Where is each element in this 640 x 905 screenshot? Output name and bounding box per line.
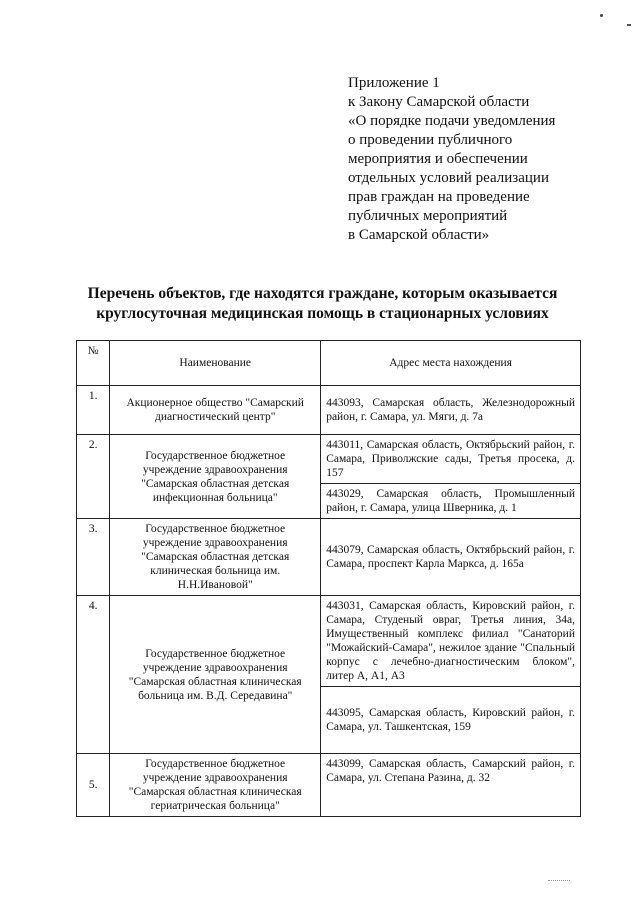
table-row	[77, 435, 581, 484]
row-address: 443031, Самарская область, Кировский район, г. Самара, Студеный овраг, Третья линия, 34а, Имущественный комплекс филиал "Санаторий "Можайский-Самара", нежилое здание "Спальный корпус с лечебно-диагностическим блоком", литер А, А1, А3	[321, 596, 581, 687]
appendix-line: прав граждан на проведение	[348, 189, 530, 205]
scan-speck	[627, 24, 631, 26]
row-number: 4.	[77, 596, 110, 754]
appendix-line: о проведении публичного	[348, 132, 513, 148]
appendix-line: мероприятия и обеспечении	[348, 151, 528, 167]
row-name: Акционерное общество "Самарский диагностический центр"	[110, 386, 321, 435]
scan-speck	[600, 14, 603, 17]
row-name: Государственное бюджетное учреждение здравоохранения "Самарская областная детская инфекционная больница"	[110, 435, 321, 519]
appendix-header	[348, 74, 608, 245]
objects-table	[76, 340, 581, 817]
table-row	[77, 386, 581, 435]
row-number: 3.	[77, 519, 110, 596]
header-address: Адрес места нахождения	[321, 341, 581, 386]
table-row	[77, 519, 581, 596]
title-line-1: Перечень объектов, где находятся граждане, которым оказывается	[87, 285, 558, 302]
appendix-line: Приложение 1	[348, 75, 440, 91]
row-address: 443099, Самарская область, Самарский район, г. Самара, ул. Степана Разина, д. 32	[321, 754, 581, 817]
appendix-line: отдельных условий реализации	[348, 170, 549, 186]
appendix-line: публичных мероприятий	[348, 208, 508, 224]
header-number: №	[77, 341, 110, 386]
row-number: 5.	[77, 754, 110, 817]
row-name: Государственное бюджетное учреждение здравоохранения "Самарская областная клиническая больница им. В.Д. Середавина"	[110, 596, 321, 754]
table-header-row	[77, 341, 581, 386]
row-number: 2.	[77, 435, 110, 519]
table-row	[77, 754, 581, 817]
document-title	[40, 284, 605, 324]
table-row	[77, 596, 581, 687]
row-number: 1.	[77, 386, 110, 435]
row-address: 443079, Самарская область, Октябрьский район, г. Самара, проспект Карла Маркса, д. 165а	[321, 519, 581, 596]
appendix-line: к Закону Самарской области	[348, 94, 530, 110]
title-line-2: круглосуточная медицинская помощь в стационарных условиях	[96, 305, 549, 322]
appendix-line: «О порядке подачи уведомления	[348, 113, 556, 129]
row-address: 443011, Самарская область, Октябрьский район, г. Самара, Приволжские сады, Третья просека, д. 157	[321, 435, 581, 484]
scan-dots	[548, 880, 570, 882]
row-address: 443093, Самарская область, Железнодорожный район, г. Самара, ул. Мяги, д. 7а	[321, 386, 581, 435]
header-name: Наименование	[110, 341, 321, 386]
appendix-line: в Самарской области»	[348, 227, 490, 243]
row-name: Государственное бюджетное учреждение здравоохранения "Самарская областная клиническая гериатрическая больница"	[110, 754, 321, 817]
row-name: Государственное бюджетное учреждение здравоохранения "Самарская областная детская клиническая больница им. Н.Н.Ивановой"	[110, 519, 321, 596]
row-address: 443029, Самарская область, Промышленный район, г. Самара, улица Шверника, д. 1	[321, 484, 581, 519]
row-address: 443095, Самарская область, Кировский район, г. Самара, ул. Ташкентская, 159	[321, 687, 581, 754]
